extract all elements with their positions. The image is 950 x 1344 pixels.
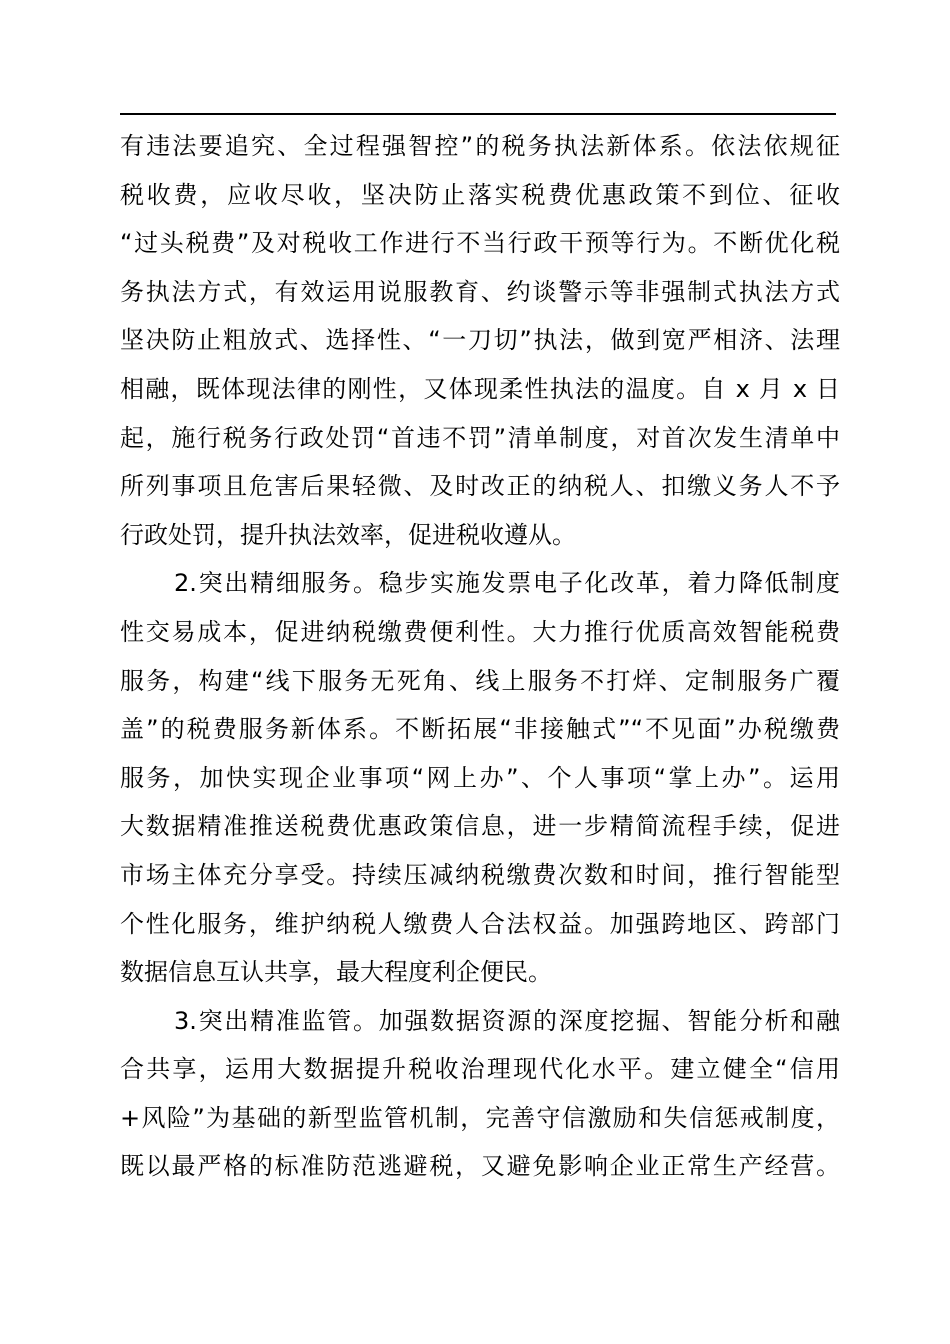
text-line: 盖”的税费服务新体系。不断拓展“非接触式”“不见面”办税缴费 xyxy=(120,715,840,744)
header-rule xyxy=(120,113,836,115)
text-line: 服务，加快实现企业事项“网上办”、个人事项“掌上办”。运用 xyxy=(120,763,840,792)
text-line: 相融，既体现法律的刚性，又体现柔性执法的温度。自 x 月 x 日 xyxy=(120,374,840,403)
paragraph-3-heading-line: 3.突出精准监管。加强数据资源的深度挖掘、智能分析和融 xyxy=(174,1006,840,1035)
text-line: 税收费，应收尽收，坚决防止落实税费优惠政策不到位、征收 xyxy=(120,180,840,209)
text-line: 市场主体充分享受。持续压减纳税缴费次数和时间，推行智能型 xyxy=(120,860,840,889)
text-line: 有违法要追究、全过程强智控”的税务执法新体系。依法依规征 xyxy=(120,132,840,160)
text-line: 既以最严格的标准防范逃避税，又避免影响企业正常生产经营。 xyxy=(120,1152,840,1181)
text-line: 行政处罚，提升执法效率，促进税收遵从。 xyxy=(120,520,576,549)
text-line: 坚决防止粗放式、选择性、“一刀切”执法，做到宽严相济、法理 xyxy=(120,326,840,355)
paragraph-2-heading-line: 2.突出精细服务。稳步实施发票电子化改革，着力降低制度 xyxy=(174,569,840,598)
document-body xyxy=(120,122,840,1191)
text-line: +风险”为基础的新型监管机制，完善守信激励和失信惩戒制度， xyxy=(120,1103,840,1132)
text-line: 性交易成本，促进纳税缴费便利性。大力推行优质高效智能税费 xyxy=(120,617,840,646)
text-line: 合共享，运用大数据提升税收治理现代化水平。建立健全“信用 xyxy=(120,1055,840,1084)
text-line: 个性化服务，维护纳税人缴费人合法权益。加强跨地区、跨部门 xyxy=(120,909,840,938)
text-line: 起，施行税务行政处罚“首违不罚”清单制度，对首次发生清单中 xyxy=(120,423,840,452)
text-line: 务执法方式，有效运用说服教育、约谈警示等非强制式执法方式 xyxy=(120,277,840,306)
text-line: 服务，构建“线下服务无死角、线上服务不打烊、定制服务广覆 xyxy=(120,666,840,695)
text-line: 所列事项且危害后果轻微、及时改正的纳税人、扣缴义务人不予 xyxy=(120,472,840,501)
text-line: 数据信息互认共享，最大程度利企便民。 xyxy=(120,958,552,987)
text-line: “过头税费”及对税收工作进行不当行政干预等行为。不断优化税 xyxy=(120,229,840,258)
text-line: 大数据精准推送税费优惠政策信息，进一步精简流程手续，促进 xyxy=(120,812,840,841)
